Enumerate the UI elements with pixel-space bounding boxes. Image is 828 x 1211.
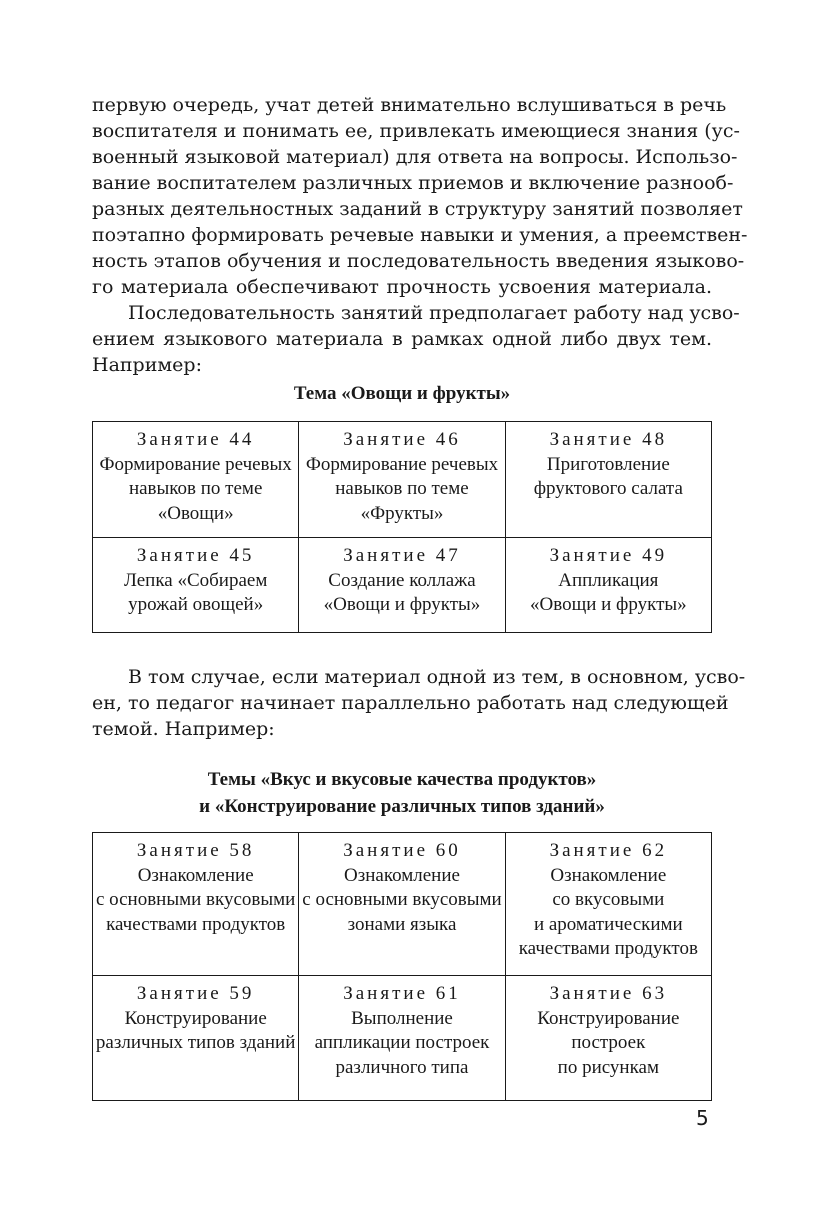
text-line: военный языковой материал) для ответа на вопросы. Использо-: [92, 146, 738, 168]
lesson-text: по рисункам: [557, 1056, 659, 1078]
table-1-caption: [92, 380, 712, 407]
lesson-text: зонами языка: [347, 913, 457, 935]
text-line: вание воспитателем различных приемов и включение разнооб-: [92, 172, 734, 194]
lesson-text: со вкусовыми: [552, 889, 665, 910]
lesson-title: Занятие 61: [343, 983, 461, 1004]
caption-line: Темы «Вкус и вкусовые качества продуктов»: [207, 769, 597, 790]
lesson-table-1: [92, 421, 712, 633]
lesson-text: различных типов зданий: [95, 1032, 296, 1053]
lesson-text: фруктового салата: [533, 478, 683, 499]
lesson-text: Приготовление: [546, 453, 670, 475]
lesson-text: «Овощи»: [157, 502, 234, 524]
lesson-cell: [505, 976, 711, 1101]
lesson-text: качествами продуктов: [518, 938, 698, 959]
lesson-text: различного типа: [335, 1056, 469, 1078]
text-line: го материала обеспечивают прочность усвоения материала.: [92, 276, 712, 298]
lesson-cell: [299, 538, 505, 633]
lesson-cell: [93, 422, 299, 538]
text-line: В том случае, если материал одной из тем, в основном, усво-: [128, 666, 746, 688]
text-line: поэтапно формировать речевые навыки и умения, а преемствен-: [92, 224, 748, 246]
text-line: разных деятельностных заданий в структуру занятий позволяет: [92, 198, 743, 220]
lesson-cell: [505, 833, 711, 976]
text-line: ением языкового материала в рамках одной либо двух тем.: [92, 328, 712, 350]
lesson-title: Занятие 44: [136, 429, 255, 450]
lesson-cell: [93, 833, 299, 976]
text-line: воспитателя и понимать ее, привлекать имеющиеся знания (ус-: [92, 120, 740, 142]
table-row: [93, 833, 712, 976]
text-line: ен, то педагог начинает параллельно работать над следующей: [92, 692, 729, 714]
body-paragraph-3: [92, 664, 746, 742]
lesson-text: навыков по теме: [128, 478, 263, 499]
lesson-text: «Фрукты»: [360, 502, 444, 524]
lesson-text: урожай овощей»: [128, 594, 264, 615]
lesson-title: Занятие 63: [549, 983, 668, 1004]
caption-line: и «Конструирование различных типов зданий»: [199, 796, 605, 817]
caption-line: Тема «Овощи и фрукты»: [293, 383, 511, 404]
lesson-title: Занятие 58: [136, 840, 255, 861]
table-row: [93, 422, 712, 538]
lesson-title: Занятие 60: [343, 840, 461, 861]
lesson-text: «Овощи и фрукты»: [323, 594, 481, 615]
lesson-text: «Овощи и фрукты»: [530, 594, 687, 615]
text-line: ность этапов обучения и последовательность введения языково-: [92, 250, 745, 272]
lesson-text: Ознакомление: [344, 864, 460, 886]
lesson-text: с основными вкусовыми: [302, 889, 502, 910]
lesson-text: Лепка «Собираем: [123, 569, 268, 591]
lesson-cell: [93, 976, 299, 1101]
lesson-table-2: [92, 832, 712, 1101]
text-line: первую очередь, учат детей внимательно вслушиваться в речь: [92, 94, 727, 116]
page-number: 5: [696, 1106, 709, 1130]
lesson-text: Аппликация: [558, 569, 659, 591]
lesson-title: Занятие 48: [549, 429, 668, 450]
table-2-caption: [92, 766, 712, 820]
lesson-cell: [505, 422, 711, 538]
body-paragraph-2: [92, 300, 740, 378]
lesson-title: Занятие 47: [343, 545, 461, 566]
lesson-text: Формирование речевых: [99, 453, 292, 475]
lesson-cell: [299, 976, 505, 1101]
lesson-cell: [299, 422, 505, 538]
text-line: Например:: [92, 354, 202, 376]
lesson-text: Формирование речевых: [305, 453, 499, 475]
text-line: темой. Например:: [92, 718, 275, 740]
lesson-title: Занятие 46: [343, 429, 461, 450]
lesson-text: навыков по теме: [335, 478, 469, 499]
lesson-text: Ознакомление: [550, 864, 667, 886]
table-row: [93, 976, 712, 1101]
lesson-title: Занятие 62: [549, 840, 668, 861]
lesson-title: Занятие 45: [136, 545, 255, 566]
lesson-text: Выполнение: [351, 1007, 453, 1029]
lesson-cell: [299, 833, 505, 976]
table-row: [93, 538, 712, 633]
lesson-text: Конструирование: [537, 1007, 680, 1029]
lesson-text: качествами продуктов: [106, 913, 286, 935]
lesson-title: Занятие 59: [136, 983, 255, 1004]
lesson-text: построек: [571, 1032, 646, 1053]
lesson-text: и ароматическими: [533, 913, 683, 935]
body-paragraph-1: [92, 92, 748, 300]
lesson-cell: [93, 538, 299, 633]
lesson-text: Ознакомление: [137, 864, 254, 886]
lesson-text: с основными вкусовыми: [95, 889, 296, 910]
lesson-title: Занятие 49: [549, 545, 668, 566]
lesson-text: аппликации построек: [314, 1032, 490, 1053]
lesson-text: Создание коллажа: [328, 569, 476, 591]
text-line: Последовательность занятий предполагает работу над усво-: [128, 302, 740, 324]
lesson-cell: [505, 538, 711, 633]
lesson-text: Конструирование: [124, 1007, 267, 1029]
